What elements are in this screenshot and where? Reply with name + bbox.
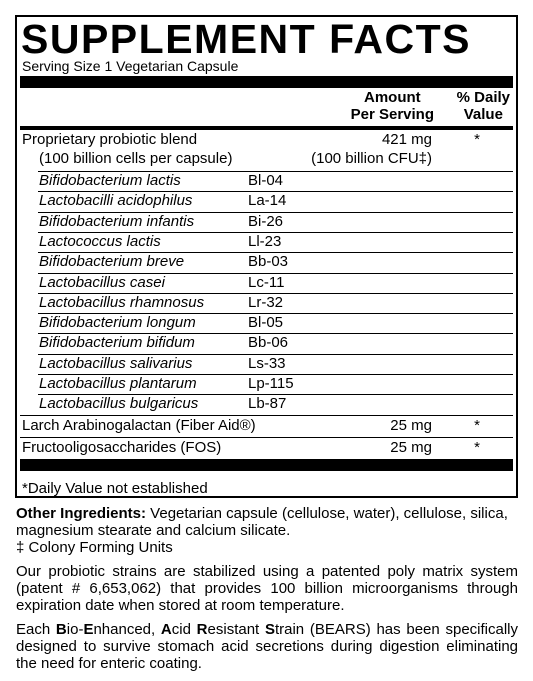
strain-row bbox=[17, 231, 516, 252]
strain-code: Bb-03 bbox=[248, 253, 289, 271]
strain-row bbox=[17, 272, 516, 293]
daily-value-header: % Daily Value bbox=[456, 89, 510, 123]
other-ingredients bbox=[16, 505, 518, 556]
strain-row bbox=[17, 312, 516, 333]
cfu-note: ‡ Colony Forming Units bbox=[16, 539, 173, 556]
ingredient-name: Larch Arabinogalactan (Fiber Aid®) bbox=[22, 417, 256, 434]
strain-code: La-14 bbox=[248, 192, 287, 210]
blend-name: Proprietary probiotic blend bbox=[22, 131, 198, 148]
strain-row bbox=[17, 251, 516, 272]
other-ingredients-label: Other Ingredients: bbox=[16, 505, 147, 522]
strain-row bbox=[17, 353, 516, 374]
strain-code: Lr-32 bbox=[248, 293, 284, 311]
strain-row bbox=[17, 190, 516, 211]
strain-code: Ls-33 bbox=[248, 354, 286, 372]
blend-row bbox=[17, 129, 516, 150]
ingredient-name: Fructooligosaccharides (FOS) bbox=[22, 439, 222, 456]
strain-code: Lb-87 bbox=[248, 395, 287, 413]
strain-row bbox=[17, 373, 516, 394]
amount-header: Amount Per Serving bbox=[350, 89, 434, 123]
strain-name: Lactococcus lactis bbox=[39, 232, 161, 250]
strain-name: Lactobacillus plantarum bbox=[39, 375, 197, 392]
strain-code: Bi-26 bbox=[248, 212, 284, 230]
blend-amount: 421 mg bbox=[381, 131, 432, 148]
ingredient-row bbox=[17, 415, 516, 436]
strain-name: Bifidobacterium bifidum bbox=[39, 334, 195, 352]
strain-row bbox=[17, 292, 516, 313]
strain-row bbox=[17, 170, 516, 191]
strain-name: Bifidobacterium infantis bbox=[39, 212, 195, 230]
strain-name: Bifidobacterium longum bbox=[39, 314, 196, 332]
strain-row bbox=[17, 393, 516, 414]
matrix-paragraph: Our probiotic strains are stabilized using a patented poly matrix system (patent # 6,653,062) that provides 100 billion microorganisms through expiration date when stored at room temperature. bbox=[16, 563, 518, 614]
blend-sub-row bbox=[17, 148, 516, 169]
strain-row bbox=[17, 211, 516, 232]
thick-divider-bottom bbox=[20, 459, 513, 471]
blend-dv: * bbox=[474, 131, 480, 148]
supplement-facts-panel bbox=[15, 15, 518, 498]
blend-cells: (100 billion cells per capsule) bbox=[39, 150, 233, 167]
strain-name: Lactobacillus salivarius bbox=[39, 354, 193, 372]
strain-name: Bifidobacterium lactis bbox=[39, 172, 181, 189]
strain-code: Lp-115 bbox=[248, 375, 294, 392]
strain-name: Bifidobacterium breve bbox=[39, 253, 185, 271]
blend-cfu: (100 billion CFU‡) bbox=[311, 150, 432, 167]
serving-size: Serving Size 1 Vegetarian Capsule bbox=[22, 58, 239, 74]
strain-code: Ll-23 bbox=[248, 232, 282, 250]
strain-name: Lactobacillus bulgaricus bbox=[39, 395, 199, 413]
ingredient-dv: * bbox=[474, 417, 480, 434]
bears-paragraph: Each Bio-Enhanced, Acid Resistant Strain (BEARS) has been specifically designed to survive stomach acid secretions during digestion eliminating the need for enteric coating. bbox=[16, 621, 518, 672]
ingredient-dv: * bbox=[474, 439, 480, 456]
other-ingredients-text: Vegetarian capsule (cellulose, water), cellulose, silica, magnesium stearate and calcium silicate. bbox=[16, 505, 508, 539]
strain-code: Bl-04 bbox=[248, 172, 284, 189]
strain-code: Bl-05 bbox=[248, 314, 284, 332]
ingredient-row bbox=[17, 437, 516, 458]
ingredient-amount: 25 mg bbox=[390, 417, 432, 434]
strain-row bbox=[17, 332, 516, 353]
ingredient-amount: 25 mg bbox=[390, 439, 432, 456]
footnote: *Daily Value not established bbox=[22, 480, 208, 497]
strain-name: Lactobacillus casei bbox=[39, 273, 165, 291]
strain-name: Lactobacilli acidophilus bbox=[39, 192, 193, 210]
panel-title: SUPPLEMENT FACTS bbox=[21, 16, 471, 62]
thick-divider-top bbox=[20, 76, 513, 88]
strain-code: Bb-06 bbox=[248, 334, 289, 352]
strain-name: Lactobacillus rhamnosus bbox=[39, 293, 205, 311]
strain-code: Lc-11 bbox=[248, 273, 285, 291]
